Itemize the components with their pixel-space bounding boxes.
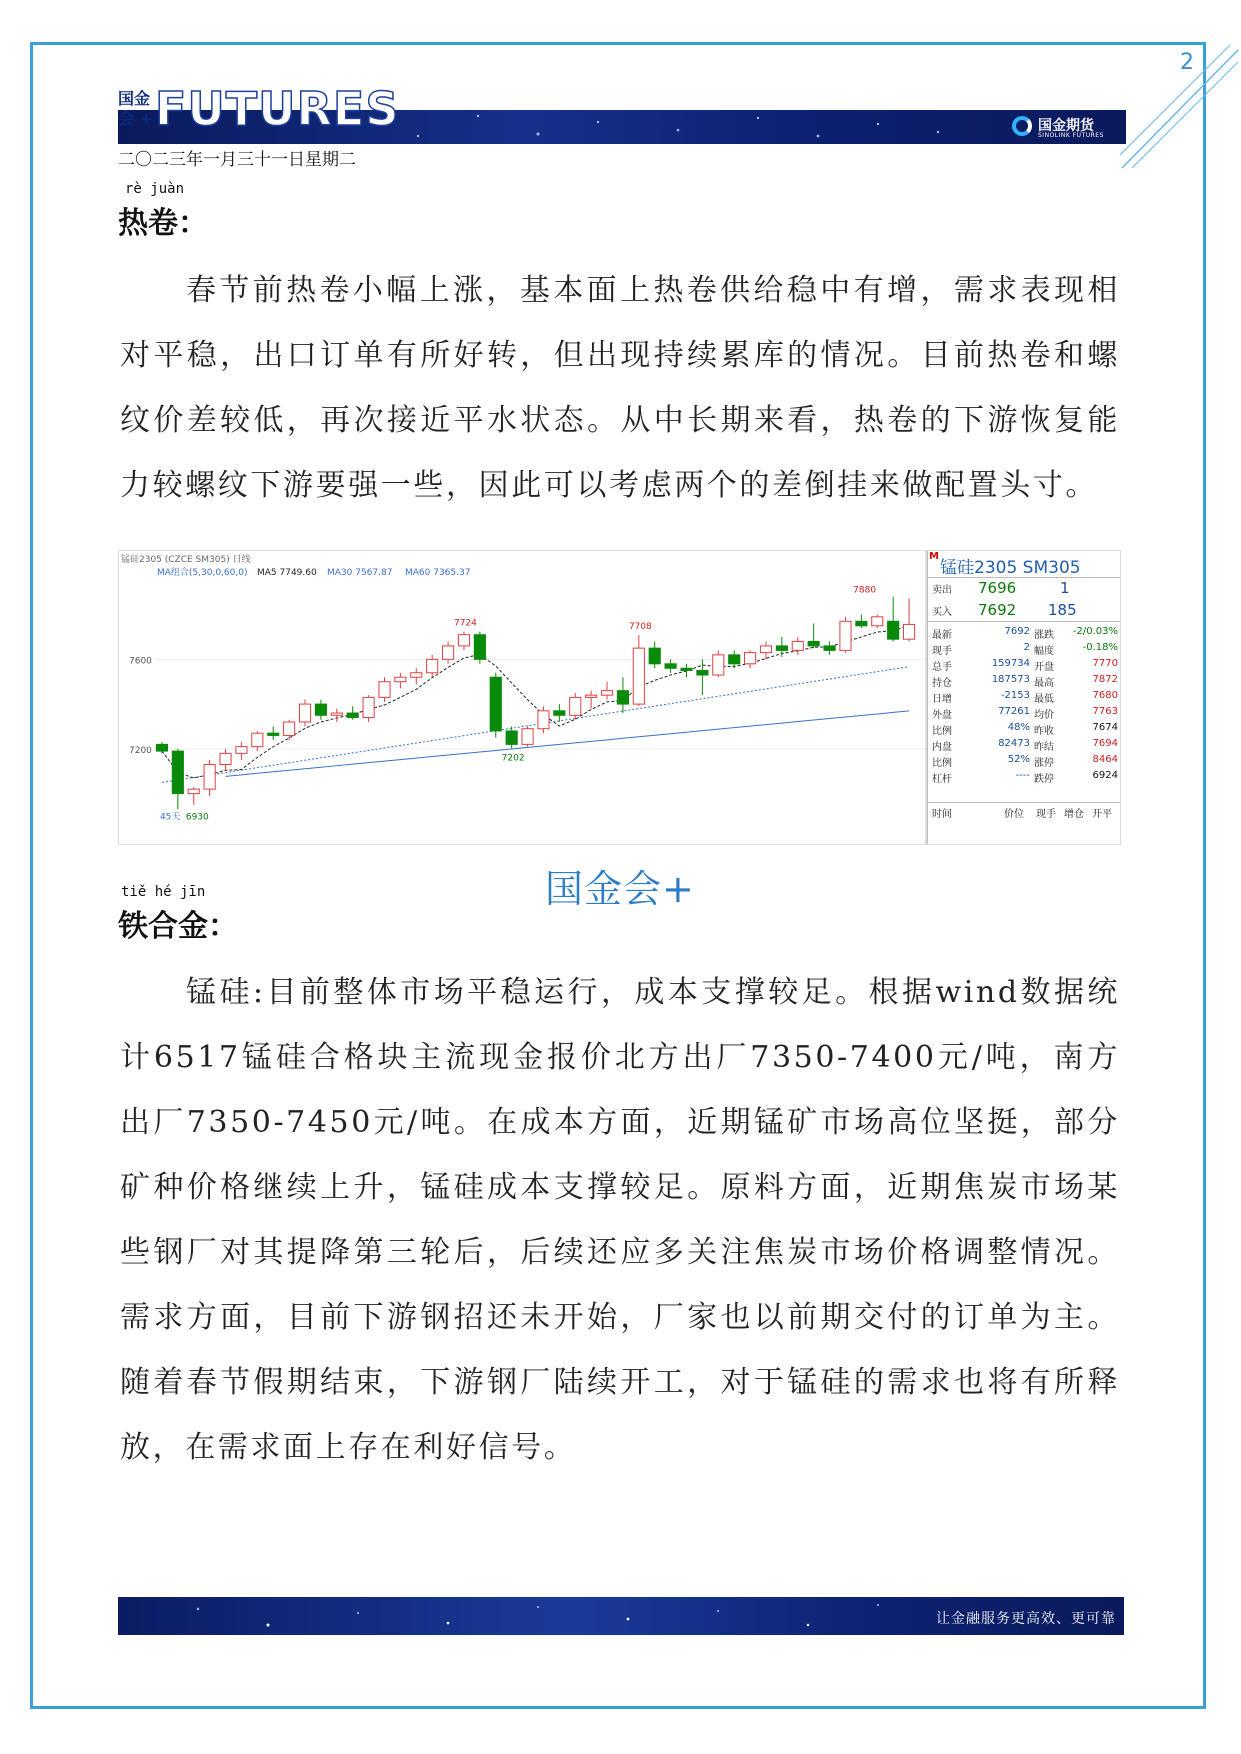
candle-body (856, 621, 867, 625)
stat-label: 昨结 (1034, 742, 1054, 753)
quote-stat-row (930, 770, 1120, 786)
watermark: 国金会+ (545, 867, 695, 911)
stat-value: -2153 (1000, 690, 1030, 701)
candle-body (888, 621, 899, 639)
peak-label: 7880 (853, 585, 877, 596)
quote-stat-row (930, 658, 1120, 674)
candle-body (188, 789, 199, 793)
candle-body (586, 695, 597, 697)
quote-title: 锰硅2305 SM305 (940, 558, 1081, 578)
candle-body (522, 729, 533, 745)
section1-heading: 热卷： (118, 206, 208, 241)
trough-label: 7202 (501, 753, 525, 764)
stat-value: 7680 (1092, 690, 1118, 701)
quote-stat-row (930, 738, 1120, 754)
stat-label: 比例 (932, 726, 952, 737)
candle-body (649, 648, 660, 664)
stat-label: 最高 (1034, 678, 1054, 689)
logo-circle-icon (1012, 116, 1032, 136)
candle-body (252, 733, 263, 746)
candle-body (729, 655, 740, 664)
stat-value: 7763 (1092, 706, 1118, 717)
brand-futures-text: FUTURES (155, 82, 400, 136)
stat-label: 总手 (932, 662, 952, 673)
peak-label: 7708 (628, 622, 652, 633)
candle-body (633, 648, 644, 704)
quote-stat-row (930, 642, 1120, 658)
candle-body (284, 722, 295, 735)
y-tick-label: 7200 (129, 745, 152, 756)
brand-small-text: 国金 会 + (118, 89, 153, 128)
candle-body (411, 673, 422, 677)
candle-body (299, 704, 310, 722)
low-label: 6930 (185, 812, 209, 823)
stat-value: 7694 (1092, 738, 1118, 749)
stat-value: 77261 (998, 706, 1030, 717)
ma60-line (226, 711, 910, 776)
quote-stat-row (930, 706, 1120, 722)
stat-label: 最新 (932, 630, 952, 641)
stat-value: 82473 (998, 738, 1030, 749)
candle-body (474, 635, 485, 660)
ask-row: 卖出 7696 1 (932, 579, 1070, 597)
candle-body (697, 671, 708, 675)
footer-slogan: 让金融服务更高效、更可靠 (936, 1611, 1116, 1627)
footer-banner (118, 1597, 1124, 1635)
candle-body (808, 641, 819, 645)
stat-value: 8464 (1092, 754, 1118, 765)
candle-body (840, 621, 851, 650)
stat-value: 48% (1007, 722, 1030, 733)
candle-body (617, 691, 628, 704)
tick-header: 时间 价位 现手 增仓 开平 (932, 809, 1112, 820)
candle-body (776, 646, 787, 650)
stat-value: 7674 (1092, 722, 1118, 733)
peak-label: 7724 (453, 618, 477, 629)
ma30-line (162, 667, 909, 783)
ma-label: MA组合(5,30,0,60,0) (157, 568, 248, 578)
candle-body (554, 711, 565, 715)
stat-value: 159734 (991, 658, 1030, 669)
candlestick-chart (118, 550, 1121, 845)
candle-body (458, 635, 469, 646)
candle-body (443, 646, 454, 659)
candle-body (570, 697, 581, 715)
candle-body (156, 744, 167, 751)
stat-value: -0.18% (1082, 642, 1118, 653)
candle-body (315, 704, 326, 715)
stat-value: 6924 (1092, 770, 1118, 781)
stat-value: 7872 (1092, 674, 1118, 685)
quote-stat-row (930, 690, 1120, 706)
quote-panel (927, 551, 1121, 845)
quote-stat-row (930, 626, 1120, 642)
candle-body (538, 711, 549, 729)
stat-value: 52% (1007, 754, 1030, 765)
section1-pinyin: rè juàn (125, 181, 185, 197)
section1-paragraph: 春节前热卷小幅上涨，基本面上热卷供给稳中有增，需求表现相对平稳，出口订单有所好转，但出现持续累库的情况。目前热卷和螺纹价差较低，再次接近平水状态。从中长期来看，热卷的下游恢复能力较螺纹下游要强一些，因此可以考虑两个的差倒挂来做配置头寸。 (120, 273, 1120, 503)
stat-value: 2 (1023, 642, 1030, 653)
stat-value: -2/0.03% (1072, 626, 1118, 637)
candle-body (236, 747, 247, 754)
stat-label: 涨停 (1034, 758, 1054, 769)
stat-label: 最低 (1034, 694, 1054, 705)
chart-canvas (119, 551, 927, 845)
candle-body (506, 731, 517, 744)
stat-value: 7692 (1004, 626, 1030, 637)
corner-decoration (1120, 40, 1240, 170)
bid-row: 买入 7692 185 (932, 601, 1077, 619)
candle-body (220, 753, 231, 764)
quote-stat-row (930, 754, 1120, 770)
quote-stat-row (930, 674, 1120, 690)
ma60-label: MA60 7365.37 (405, 568, 471, 578)
candle-body (490, 677, 501, 731)
candle-body (268, 733, 279, 735)
candle-body (713, 655, 724, 675)
quote-stat-row (930, 722, 1120, 738)
stat-label: 涨跌 (1034, 630, 1054, 641)
y-tick-label: 7600 (129, 656, 152, 667)
stat-label: 杠杆 (932, 774, 952, 785)
stat-value: 7770 (1092, 658, 1118, 669)
stat-label: 幅度 (1034, 646, 1054, 657)
stat-label: 持仓 (932, 678, 952, 689)
section2-paragraph: 锰硅:目前整体市场平稳运行，成本支撑较足。根据wind数据统计6517锰硅合格块主流现金报价北方出厂7350-7400元/吨，南方出厂7350-7450元/吨。在成本方面，近期锰矿市场高位坚挺，部分矿种价格继续上升，锰硅成本支撑较足。原料方面，近期焦炭市场某些钢厂对其提降第三轮后，后续还应多关注焦炭市场价格调整情况。需求方面，目前下游钢招还未开始，厂家也以前期交付的订单为主。随着春节假期结束，下游钢厂陆续开工，对于锰硅的需求也将有所释放，在需求面上存在利好信号。 (120, 975, 1120, 1465)
candle-body (395, 677, 406, 681)
stat-label: 昨收 (1034, 726, 1054, 737)
quote-marker: M (929, 551, 939, 562)
candle-body (379, 682, 390, 698)
candle-body (872, 617, 883, 626)
candle-body (760, 646, 771, 653)
candle-body (681, 668, 692, 670)
candle-body (745, 653, 756, 664)
ma30-label: MA30 7567.87 (327, 568, 393, 578)
candle-body (331, 713, 342, 715)
section2-pinyin: tiě hé jīn (121, 884, 206, 900)
stat-label: 外盘 (932, 710, 952, 721)
candle-body (792, 641, 803, 650)
stat-label: 日增 (932, 694, 952, 705)
candle-body (665, 664, 676, 668)
candle-body (172, 751, 183, 794)
stat-value: 187573 (991, 674, 1030, 685)
stat-label: 开盘 (1034, 662, 1054, 673)
page-number: 2 (1180, 50, 1194, 75)
candle-body (347, 713, 358, 717)
stat-value: ---- (1015, 770, 1030, 781)
count-label: 45天 (159, 812, 181, 823)
stat-label: 均价 (1034, 710, 1054, 721)
stat-label: 比例 (932, 758, 952, 769)
candle-body (601, 691, 612, 695)
candle-body (427, 659, 438, 672)
section2-heading: 铁合金： (118, 909, 238, 944)
candle-body (204, 765, 215, 790)
candle-body (903, 624, 914, 639)
chart-toolbar-title: 锰硅2305 (CZCE SM305) 日线 (121, 555, 251, 565)
stat-label: 现手 (932, 646, 952, 657)
stat-label: 跌停 (1034, 774, 1054, 785)
candle-body (363, 697, 374, 717)
stat-label: 内盘 (932, 742, 952, 753)
report-date: 二〇二三年一月三十一日星期二 (118, 150, 356, 170)
candle-body (824, 646, 835, 650)
ma5-label: MA5 7749.60 (257, 568, 317, 578)
